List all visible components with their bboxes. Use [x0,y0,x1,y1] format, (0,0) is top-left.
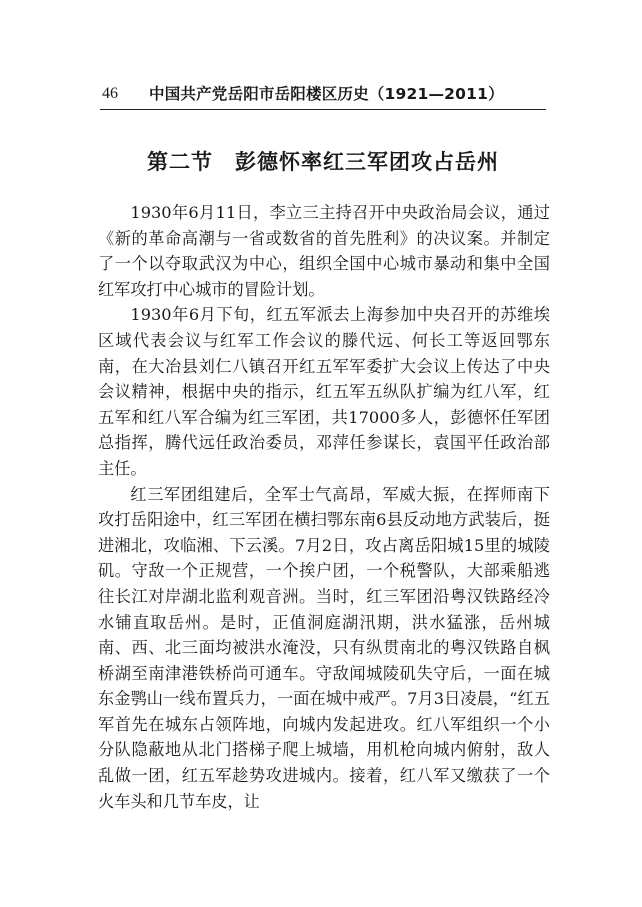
paragraph-3: 红三军团组建后，全军士气高昂，军威大振，在挥师南下攻打岳阳途中，红三军团在横扫鄂东南6县反动地方武装后，挺进湘北，攻临湘、下云溪。7月2日，攻占离岳阳城15里的城陵矶。守敌一个正规营，一个挨户团，一个税警队，大部乘船逃往长江对岸湖北监利观音洲。当时，红三军团沿粤汉铁路经冷水铺直取岳州。是时，正值洞庭湖汛期，洪水猛涨，岳州城南、西、北三面均被洪水淹没，只有纵贯南北的粤汉铁路自枫桥湖至南津港铁桥尚可通车。守敌闻城陵矶失守后，一面在城东金鹗山一线布置兵力，一面在城中戒严。7月3日凌晨，“红五军首先在城东占领阵地，向城内发起进攻。红八军组织一个小分队隐蔽地从北门搭梯子爬上城墙，用机枪向城内俯射，敌人乱做一团，红五军趁势攻进城内。接着，红八军又缴获了一个火车头和几节车皮，让 [98,484,550,811]
section-title: 第二节 彭德怀率红三军团攻占岳州 [147,150,499,174]
header-rule [100,109,546,110]
body-text [98,200,550,814]
page-number: 46 [102,85,118,102]
paragraph-2: 1930年6月下旬，红五军派去上海参加中央召开的苏维埃区域代表会议与红军工作会议的滕代远、何长工等返回鄂东南，在大冶县刘仁八镇召开红五军军委扩大会议上传达了中央会议精神，根据中央的指示，红五军五纵队扩编为红八军，红五军和红八军合编为红三军团，共17000多人，彭德怀任军团总指挥，腾代远任政治委员，邓萍任参谋长，袁国平任政治部主任。 [98,305,550,478]
page-header [100,82,546,110]
running-title: 中国共产党岳阳市岳阳楼区历史（1921—2011） [149,85,504,103]
paragraph-1: 1930年6月11日，李立三主持召开中央政治局会议，通过《新的革命高潮与一省或数省的首先胜利》的决议案。并制定了一个以夺取武汉为中心，组织全国中心城市暴动和集中全国红军攻打中心城市的冒险计划。 [98,203,550,299]
